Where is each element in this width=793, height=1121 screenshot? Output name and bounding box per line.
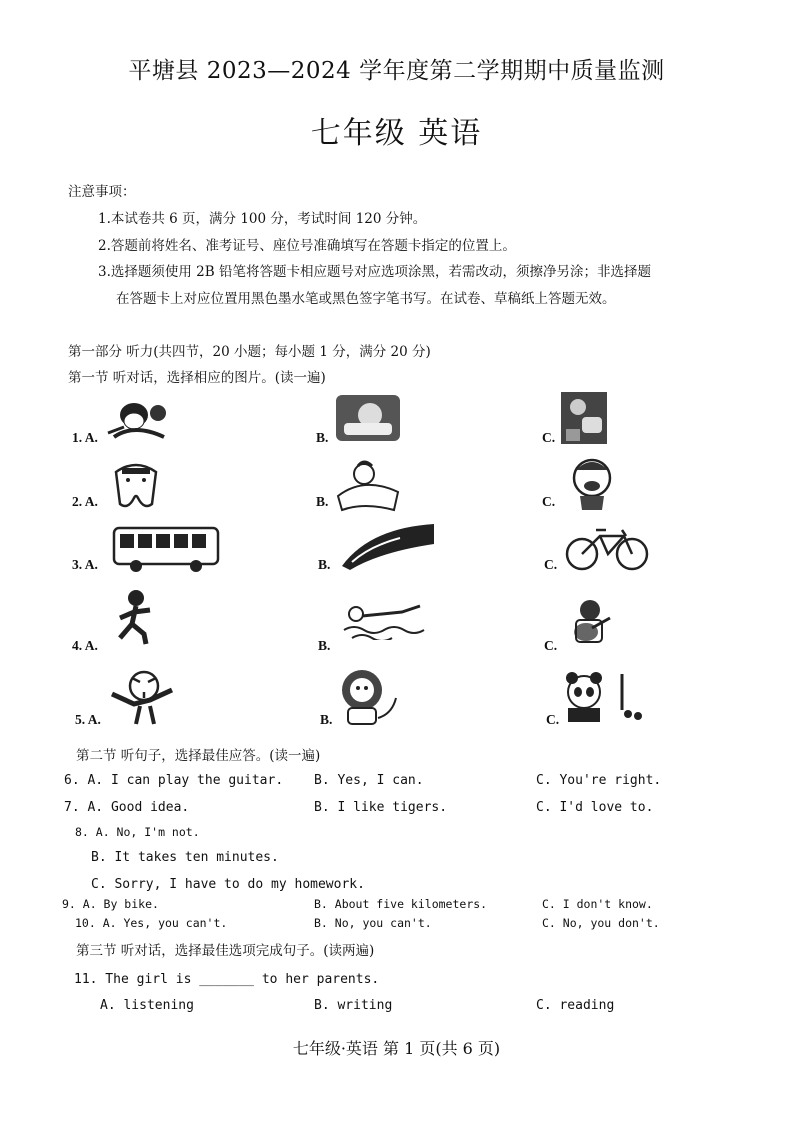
q1-option-b-label: B. <box>316 430 329 445</box>
q10-option-c: C. No, you don't. <box>542 916 660 930</box>
q4-option-a-label: 4. A. <box>72 638 98 653</box>
robot-icon <box>560 391 608 445</box>
section2-heading: 第二节 听句子，选择最佳应答。(读一遍) <box>76 748 321 764</box>
swimming-person-icon <box>342 600 426 640</box>
q7-option-b: B. I like tigers. <box>314 800 448 815</box>
tiger-icon <box>110 666 174 726</box>
notice-item-3: 3.选择题须使用 2B 铅笔将答题卡相应题号对应选项涂黑，若需改动，须擦净另涂；非选择题 <box>98 264 651 280</box>
q7-option-a: 7. A. Good idea. <box>64 800 190 815</box>
q11-option-c: C. reading <box>536 998 615 1013</box>
q7-option-c: C. I'd love to. <box>536 800 654 815</box>
q4-option-b-label: B. <box>318 638 331 653</box>
q10-option-b: B. No, you can't. <box>314 916 432 930</box>
q1-option-c-label: C. <box>542 430 556 445</box>
q9-option-a: 9. A. By bike. <box>62 897 159 911</box>
q11-option-a: A. listening <box>100 998 194 1013</box>
running-man-icon <box>110 588 166 646</box>
exam-title: 平塘县 2023—2024 学年度第二学期期中质量监测 <box>128 58 665 84</box>
child-eating-icon <box>566 456 618 512</box>
q8-option-c: C. Sorry, I have to do my homework. <box>91 877 365 892</box>
bicycle-icon <box>564 524 650 572</box>
q3-option-a-label: 3. A. <box>72 557 98 572</box>
q10-option-a: 10. A. Yes, you can't. <box>75 916 228 930</box>
q2-option-a-label: 2. A. <box>72 494 98 509</box>
notice-item-3-cont: 在答题卡上对应位置用黑色墨水笔或黑色签字笔书写。在试卷、草稿纸上答题无效。 <box>116 291 616 307</box>
q11-option-b: B. writing <box>314 998 393 1013</box>
q8-option-a: 8. A. No, I'm not. <box>75 825 200 839</box>
high-speed-train-icon <box>340 522 436 572</box>
q2-option-c-label: C. <box>542 494 556 509</box>
section3-heading: 第三节 听对话，选择最佳选项完成句子。(读两遍) <box>76 943 375 959</box>
q5-option-a-label: 5. A. <box>75 712 101 727</box>
q3-option-c-label: C. <box>544 557 558 572</box>
bus-icon <box>112 524 220 574</box>
cartoon-duck-icon <box>104 393 176 445</box>
section1-heading: 第一节 听对话，选择相应的图片。(读一遍) <box>68 370 326 386</box>
person-sleeping-bed-icon <box>334 456 406 514</box>
notice-item-2: 2.答题前将姓名、准考证号、座位号准确填写在答题卡指定的位置上。 <box>98 238 516 254</box>
panda-icon <box>564 670 644 724</box>
q6-option-b: B. Yes, I can. <box>314 773 424 788</box>
q11-stem: 11. The girl is _______ to her parents. <box>74 972 380 987</box>
sleeping-person-icon <box>334 393 402 443</box>
q8-option-b: B. It takes ten minutes. <box>91 850 279 865</box>
q2-option-b-label: B. <box>316 494 329 509</box>
exam-subtitle: 七年级 英语 <box>310 116 483 151</box>
q6-option-c: C. You're right. <box>536 773 662 788</box>
q5-option-c-label: C. <box>546 712 560 727</box>
guitar-player-icon <box>566 596 612 644</box>
teeth-brushing-icon <box>108 458 164 514</box>
q1-option-a-label: 1. A. <box>72 430 98 445</box>
q9-option-b: B. About five kilometers. <box>314 897 488 911</box>
q6-option-a: 6. A. I can play the guitar. <box>64 773 284 788</box>
part1-heading: 第一部分 听力(共四节，20 小题；每小题 1 分，满分 20 分) <box>68 344 431 360</box>
q4-option-c-label: C. <box>544 638 558 653</box>
notice-item-1: 1.本试卷共 6 页，满分 100 分，考试时间 120 分钟。 <box>98 211 427 227</box>
q9-option-c: C. I don't know. <box>542 897 653 911</box>
page-footer: 七年级·英语 第 1 页(共 6 页) <box>292 1039 501 1058</box>
q5-option-b-label: B. <box>320 712 333 727</box>
lion-icon <box>336 668 400 726</box>
notice-heading: 注意事项： <box>68 184 136 200</box>
q3-option-b-label: B. <box>318 557 331 572</box>
